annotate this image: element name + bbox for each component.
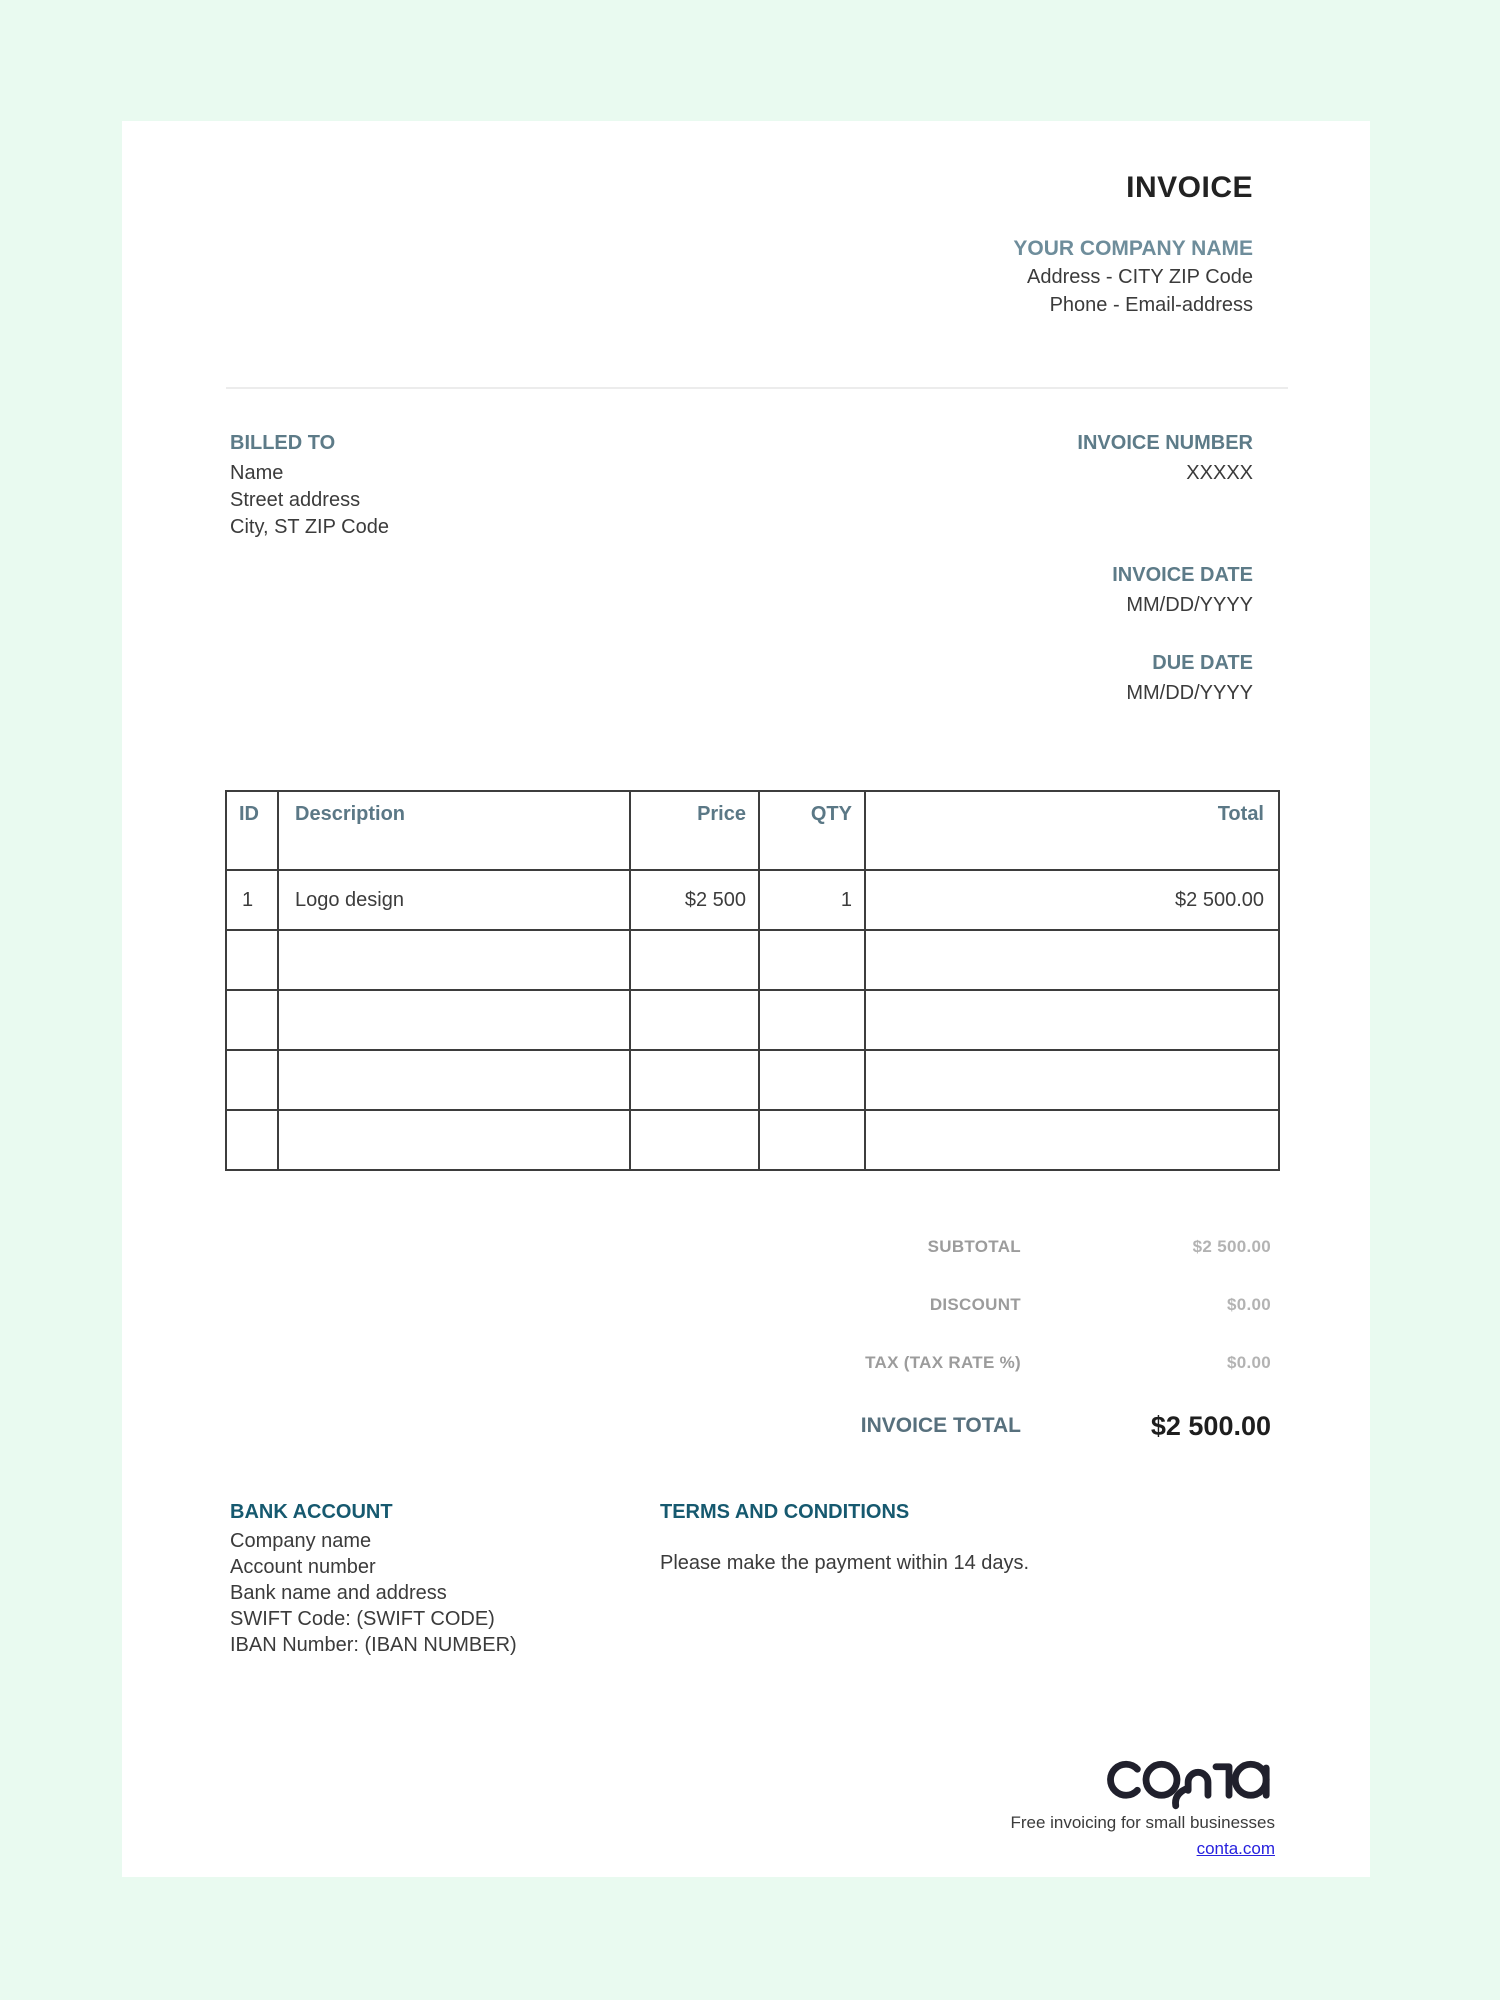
due-date-value: MM/DD/YYYY (1126, 682, 1253, 704)
table-header-row (226, 791, 1279, 870)
company-contact: Phone - Email-address (1049, 294, 1253, 316)
logo-swoosh (1176, 1789, 1186, 1806)
invoice-number-section (1077, 431, 1253, 487)
header-total: Total (865, 791, 1279, 870)
logo-letter-c (1111, 1764, 1138, 1795)
conta-website-link[interactable]: conta.com (1196, 1839, 1275, 1858)
billed-to-heading: BILLED TO (230, 432, 336, 454)
table-empty-row (226, 1050, 1279, 1110)
cell-qty: 1 (759, 870, 865, 930)
invoice-date-section (1112, 563, 1253, 619)
due-date-section (1126, 651, 1253, 707)
terms-heading: TERMS AND CONDITIONS (660, 1501, 910, 1523)
billed-to-city: City, ST ZIP Code (230, 516, 389, 538)
invoice-date-value: MM/DD/YYYY (1126, 594, 1253, 616)
subtotal-row (928, 1235, 1271, 1259)
subtotal-value: $2 500.00 (1192, 1237, 1271, 1256)
cell-price: $2 500 (630, 870, 759, 930)
discount-value: $0.00 (1226, 1295, 1271, 1314)
table-empty-row (226, 990, 1279, 1050)
bank-iban-number: IBAN Number: (IBAN NUMBER) (230, 1634, 517, 1656)
invoice-total-value: $2 500.00 (1150, 1410, 1271, 1441)
invoice-date-heading: INVOICE DATE (1112, 564, 1253, 586)
cell-description: Logo design (278, 870, 630, 930)
company-info (1013, 235, 1253, 319)
tax-label: TAX (TAX RATE %) (865, 1353, 1021, 1372)
conta-logo-icon (1107, 1751, 1273, 1811)
logo-letter-a (1235, 1764, 1266, 1795)
logo-letter-t (1216, 1767, 1229, 1795)
header-divider (226, 387, 1288, 389)
invoice-number-value: XXXXX (1186, 462, 1253, 484)
bank-account-section (230, 1500, 517, 1658)
invoice-document (122, 121, 1370, 1877)
bank-swift-code: SWIFT Code: (SWIFT CODE) (230, 1608, 495, 1630)
invoice-total-row (861, 1409, 1271, 1443)
billed-to-name: Name (230, 462, 284, 484)
footer-tagline: Free invoicing for small businesses (1010, 1813, 1275, 1832)
table-row (226, 870, 1279, 930)
header-price: Price (630, 791, 759, 870)
tax-value: $0.00 (1226, 1353, 1271, 1372)
header-id: ID (226, 791, 278, 870)
cell-id: 1 (226, 870, 278, 930)
footer (955, 1751, 1275, 1871)
table-empty-row (226, 1110, 1279, 1170)
bank-company-name: Company name (230, 1530, 372, 1552)
discount-row (930, 1293, 1271, 1317)
tax-row (865, 1351, 1271, 1375)
table-empty-row (226, 930, 1279, 990)
company-address: Address - CITY ZIP Code (1026, 266, 1253, 288)
logo-letter-n (1188, 1772, 1208, 1795)
terms-text: Please make the payment within 14 days. (660, 1552, 1030, 1574)
header-qty: QTY (759, 791, 865, 870)
bank-account-number: Account number (230, 1556, 376, 1578)
header-description: Description (278, 791, 630, 870)
company-name: YOUR COMPANY NAME (1013, 237, 1253, 260)
logo-letter-o (1146, 1764, 1177, 1795)
cell-total: $2 500.00 (865, 870, 1279, 930)
bank-name-address: Bank name and address (230, 1582, 447, 1604)
items-table (225, 790, 1280, 1171)
invoice-total-label: INVOICE TOTAL (860, 1414, 1021, 1437)
terms-section (660, 1500, 1029, 1575)
billed-to-street: Street address (230, 489, 361, 511)
billed-to-section (230, 431, 389, 541)
subtotal-label: SUBTOTAL (927, 1237, 1021, 1256)
bank-account-heading: BANK ACCOUNT (230, 1501, 393, 1523)
page-title: INVOICE (1126, 171, 1253, 204)
invoice-number-heading: INVOICE NUMBER (1077, 432, 1253, 454)
discount-label: DISCOUNT (929, 1295, 1021, 1314)
due-date-heading: DUE DATE (1152, 652, 1253, 674)
